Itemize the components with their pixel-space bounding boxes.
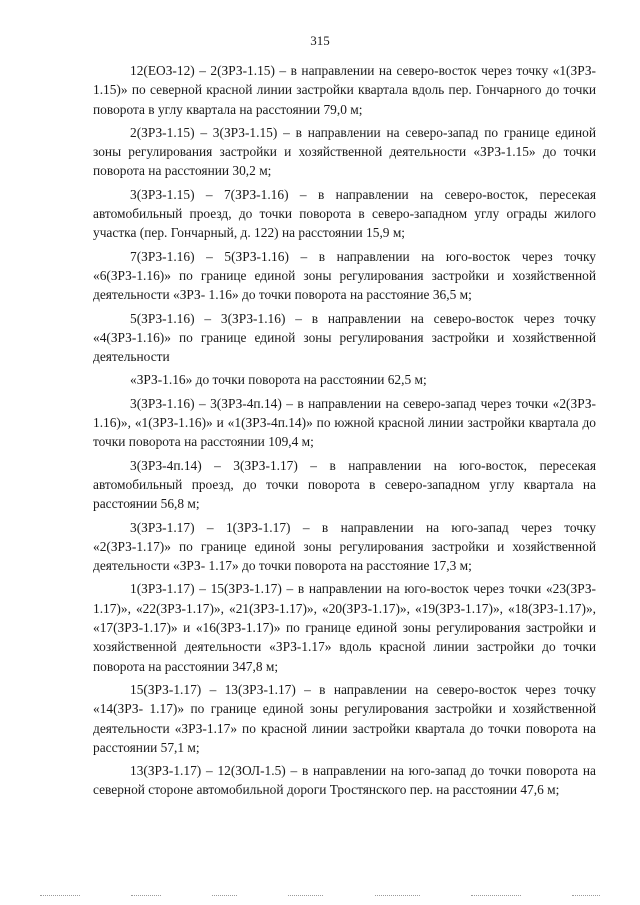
paragraph: 13(ЗРЗ-1.17) – 12(ЗОЛ-1.5) – в направлении на юго-запад до точки поворота на северной стороне автомобильной дороги Тростянского пер. на расстоянии 47,6 м; [93,763,596,798]
paragraph: 1(ЗРЗ-1.17) – 15(ЗРЗ-1.17) – в направлении на юго-восток через точки «23(ЗРЗ- 1.17)», «22(ЗРЗ-1.17)», «21(ЗРЗ-1.17)», «20(ЗРЗ-1.17)», «19(ЗРЗ-1.17)», «18(ЗРЗ-1.17)», «17(ЗРЗ-1.17)» и «16(ЗРЗ-1.17)» по границе единой зоны регулирования застройки и хозяйственной деятельности «ЗРЗ-1.17» вдоль красной линии застройки до точки поворота на расстоянии 347,8 м; [93,581,596,674]
paragraph: 3(ЗРЗ-1.15) – 7(ЗРЗ-1.16) – в направлении на северо-восток, пересекая автомобильный проезд, до точки поворота в северо-западном углу ограды жилого участка (пер. Гончарный, д. 122) на расстоянии 15,9 м; [93,186,596,241]
paragraph: 15(ЗРЗ-1.17) – 13(ЗРЗ-1.17) – в направлении на северо-восток через точку «14(ЗРЗ- 1.17)» по границе единой зоны регулирования застройки и хозяйственной деятельности «ЗРЗ-1.17» по красной линии застройки квартала до точки поворота на расстоянии 57,1 м; [93,681,596,755]
paragraph: «ЗРЗ-1.16» до точки поворота на расстоянии 62,5 м; [130,372,427,388]
paragraph: 12(ЕОЗ-12) – 2(ЗРЗ-1.15) – в направлении на северо-восток через точку «1(ЗРЗ- 1.15)» по северной красной линии застройки квартала вдоль пер. Гончарного до точки поворота в углу квартала на расстоянии 79,0 м; [93,63,596,117]
paragraph: 5(ЗРЗ-1.16) – 3(ЗРЗ-1.16) – в направлении на северо-восток через точку «4(ЗРЗ-1.16)» по границе единой зоны регулирования застройки и хозяйственной деятельности [93,310,596,365]
paragraph: 2(ЗРЗ-1.15) – 3(ЗРЗ-1.15) – в направлении на северо-запад по границе единой зоны регулирования застройки и хозяйственной деятельности «ЗРЗ-1.15» до точки поворота на расстоянии 30,2 м; [93,124,596,179]
scan-artifact-strip [40,895,600,899]
paragraph: 3(ЗРЗ-1.16) – 3(ЗРЗ-4п.14) – в направлении на северо-запад через точки «2(ЗРЗ- 1.16)», «1(ЗРЗ-1.16)» и «1(ЗРЗ-4п.14)» по южной красной линии застройки квартала до точки поворота на расстоянии 109,4 м; [93,395,596,450]
page-number: 315 [310,33,330,48]
paragraph: 7(ЗРЗ-1.16) – 5(ЗРЗ-1.16) – в направлении на юго-восток через точку «6(ЗРЗ-1.16)» по границе единой зоны регулирования застройки и хозяйственной деятельности «ЗРЗ- 1.16» до точки поворота на расстояние 36,5 м; [93,248,596,303]
paragraph: 3(ЗРЗ-1.17) – 1(ЗРЗ-1.17) – в направлении на юго-запад через точку «2(ЗРЗ-1.17)» по границе единой зоны регулирования застройки и хозяйственной деятельности «ЗРЗ- 1.17» до точки поворота на расстояние 17,3 м; [93,519,596,574]
document-body [93,61,596,804]
paragraph: 3(ЗРЗ-4п.14) – 3(ЗРЗ-1.17) – в направлении на юго-восток, пересекая автомобильный проезд, до точки поворота в северо-западном углу квартала на расстоянии 56,8 м; [93,457,596,512]
